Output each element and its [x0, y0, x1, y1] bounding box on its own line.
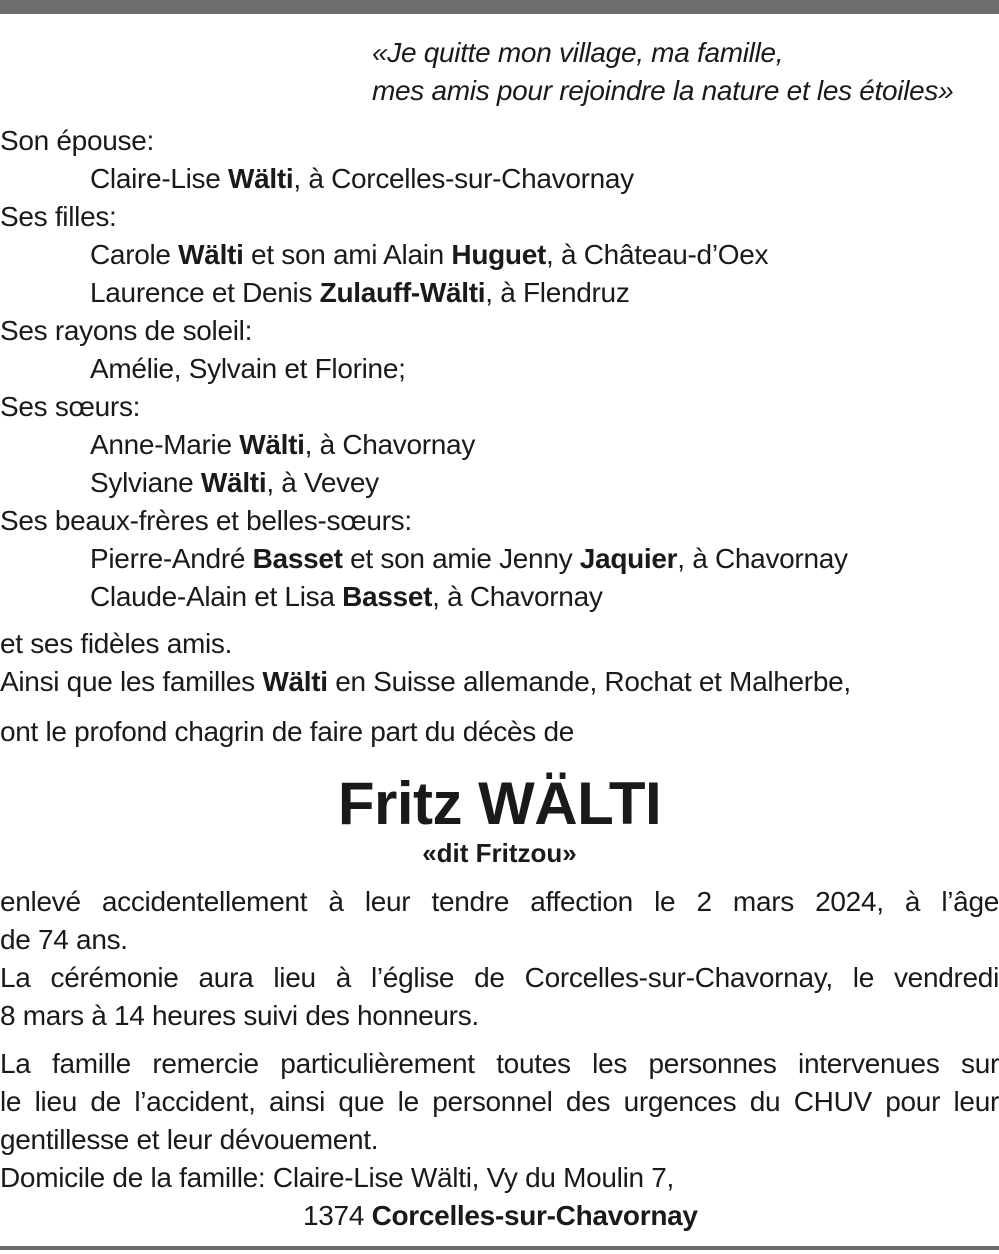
- surname: Jaquier: [579, 543, 678, 574]
- daughter-entry-2: Laurence et Denis Zulauff-Wälti, à Flendruz: [90, 277, 630, 308]
- spouse-heading: Son épouse:: [0, 125, 154, 156]
- deceased-nickname: «dit Fritzou»: [422, 838, 577, 868]
- sisters-heading: Ses sœurs:: [0, 391, 141, 422]
- families-line: Ainsi que les familles Wälti en Suisse allemande, Rochat et Malherbe,: [0, 666, 851, 697]
- body-paragraph-3-line-2: le lieu de l’accident, ainsi que le personnel des urgences du CHUV pour leur: [0, 1086, 999, 1117]
- surname: Huguet: [451, 239, 547, 270]
- inlaw-entry-2: Claude-Alain et Lisa Basset, à Chavornay: [90, 581, 603, 612]
- grandchildren-heading: Ses rayons de soleil:: [0, 315, 253, 346]
- body-paragraph-3-line-1: La famille remercie particulièrement toutes les personnes intervenues sur: [0, 1048, 999, 1079]
- announcement-line: ont le profond chagrin de faire part du décès de: [0, 716, 574, 747]
- daughter-entry-1: Carole Wälti et son ami Alain Huguet, à Château-d’Oex: [90, 239, 769, 270]
- surname: Basset: [252, 543, 343, 574]
- body-paragraph-2-line-1: La cérémonie aura lieu à l’église de Corcelles-sur-Chavornay, le vendredi: [0, 962, 999, 993]
- sister-entry-2: Sylviane Wälti, à Vevey: [90, 467, 379, 498]
- domicile-line: Domicile de la famille: Claire-Lise Wälti, Vy du Moulin 7,: [0, 1162, 675, 1193]
- body-paragraph-1-line-2: de 74 ans.: [0, 924, 128, 955]
- surname: Wälti: [262, 666, 328, 697]
- surname: Wälti: [239, 429, 305, 460]
- spouse-entry: Claire-Lise Wälti, à Corcelles-sur-Chavornay: [90, 163, 634, 194]
- deceased-name: Fritz WÄLTI: [337, 770, 662, 837]
- surname: Zulauff-Wälti: [319, 277, 486, 308]
- body-paragraph-1-line-1: enlevé accidentellement à leur tendre affection le 2 mars 2024, à l’âge: [0, 886, 999, 917]
- inlaw-entry-1: Pierre-André Basset et son amie Jenny Jaquier, à Chavornay: [90, 543, 848, 574]
- quote-line-2: mes amis pour rejoindre la nature et les étoiles»: [372, 75, 954, 106]
- body-paragraph-3-line-3: gentillesse et leur dévouement.: [0, 1124, 379, 1155]
- surname: Wälti: [228, 163, 294, 194]
- grandchildren-entry: Amélie, Sylvain et Florine;: [90, 353, 406, 384]
- friends-line: et ses fidèles amis.: [0, 628, 233, 659]
- daughters-heading: Ses filles:: [0, 201, 117, 232]
- top-rule: [0, 0, 999, 14]
- surname: Basset: [342, 581, 433, 612]
- city-name: Corcelles-sur-Chavornay: [371, 1200, 698, 1231]
- surname: Wälti: [200, 467, 267, 498]
- quote-line-1: «Je quitte mon village, ma famille,: [372, 37, 784, 68]
- bottom-rule: [0, 1246, 999, 1250]
- sister-entry-1: Anne-Marie Wälti, à Chavornay: [90, 429, 476, 460]
- domicile-city-line: 1374 Corcelles-sur-Chavornay: [303, 1200, 698, 1231]
- surname: Wälti: [178, 239, 244, 270]
- inlaws-heading: Ses beaux-frères et belles-sœurs:: [0, 505, 412, 536]
- body-paragraph-2-line-2: 8 mars à 14 heures suivi des honneurs.: [0, 1000, 479, 1031]
